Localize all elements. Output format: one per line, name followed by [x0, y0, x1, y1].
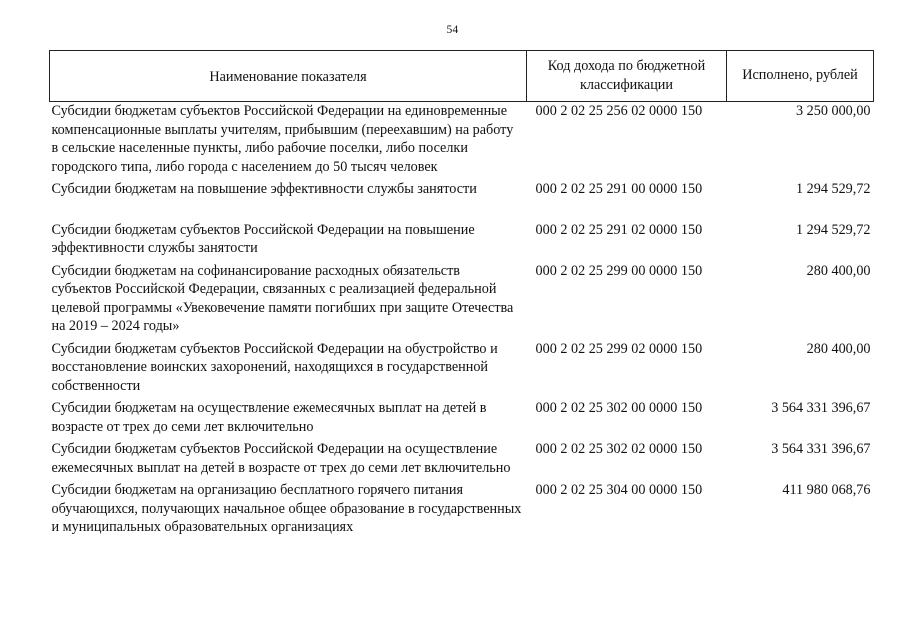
executed-amount-cell: 1 294 529,72: [796, 181, 871, 197]
revenue-code-cell: 000 2 02 25 299 02 0000 150: [535, 340, 703, 357]
revenue-code-cell: 000 2 02 25 299 00 0000 150: [535, 262, 703, 279]
revenue-code-cell: 000 2 02 25 302 02 0000 150: [535, 441, 703, 457]
table-row: [50, 481, 874, 541]
executed-amount-cell: 3 564 331 396,67: [771, 441, 871, 457]
page-number: 54: [446, 24, 459, 36]
revenue-code-cell: 000 2 02 25 291 02 0000 150: [535, 221, 703, 238]
indicator-name-cell: Субсидии бюджетам субъектов Российской Федерации на повышение эффективности службы занятости: [51, 221, 475, 256]
table-row: [50, 399, 874, 440]
table-row: [50, 340, 874, 400]
indicator-name-cell: Субсидии бюджетам на повышение эффективности службы занятости: [51, 181, 477, 197]
revenue-code-cell: 000 2 02 25 304 00 0000 150: [535, 482, 703, 498]
executed-amount-cell: 280 400,00: [806, 262, 871, 279]
revenue-code-cell: 000 2 02 25 302 00 0000 150: [535, 400, 703, 416]
table-row: [50, 440, 874, 481]
indicator-name-cell: Субсидии бюджетам субъектов Российской Федерации на обустройство и восстановление воинских захоронений, находящихся в государственной собственности: [51, 340, 498, 394]
executed-amount-cell: 411 980 068,76: [782, 482, 871, 498]
table-row: [50, 102, 874, 181]
revenue-code-cell: 000 2 02 25 256 02 0000 150: [535, 103, 703, 119]
executed-amount-cell: 280 400,00: [806, 340, 871, 357]
header-revenue-code: Код дохода по бюджетной классификации: [527, 51, 727, 102]
table-row: [50, 180, 874, 221]
header-indicator-name: Наименование показателя: [50, 51, 527, 102]
header-executed-amount: Исполнено, рублей: [727, 51, 874, 102]
table-row: [50, 221, 874, 262]
executed-amount-cell: 3 564 331 396,67: [771, 400, 871, 416]
indicator-name-cell: Субсидии бюджетам субъектов Российской Федерации на осуществление ежемесячных выплат на детей в возрасте от трех до семи лет включительно: [51, 441, 511, 476]
budget-revenue-table: [49, 50, 874, 541]
table-header-row: [50, 51, 874, 102]
table-row: [50, 262, 874, 340]
indicator-name-cell: Субсидии бюджетам на софинансирование расходных обязательств субъектов Российской Федерации, связанных с реализацией федеральной целевой программы «Увековечение памяти погибших при защите Отечества на 2019 – 2024 годы»: [51, 262, 514, 334]
indicator-name-cell: Субсидии бюджетам на организацию бесплатного горячего питания обучающихся, получающих начальное общее образование в государственных и муниципальных образовательных организациях: [51, 482, 522, 535]
indicator-name-cell: Субсидии бюджетам субъектов Российской Федерации на единовременные компенсационные выплаты учителям, прибывшим (переехавшим) на работу в сельские населенные пункты, либо рабочие поселки, либо поселки городского типа, либо города с населением до 50 тысяч человек: [51, 103, 514, 175]
revenue-code-cell: 000 2 02 25 291 00 0000 150: [535, 181, 703, 197]
executed-amount-cell: 1 294 529,72: [796, 221, 871, 238]
executed-amount-cell: 3 250 000,00: [796, 103, 871, 119]
indicator-name-cell: Субсидии бюджетам на осуществление ежемесячных выплат на детей в возрасте от трех до семи лет включительно: [51, 400, 487, 435]
